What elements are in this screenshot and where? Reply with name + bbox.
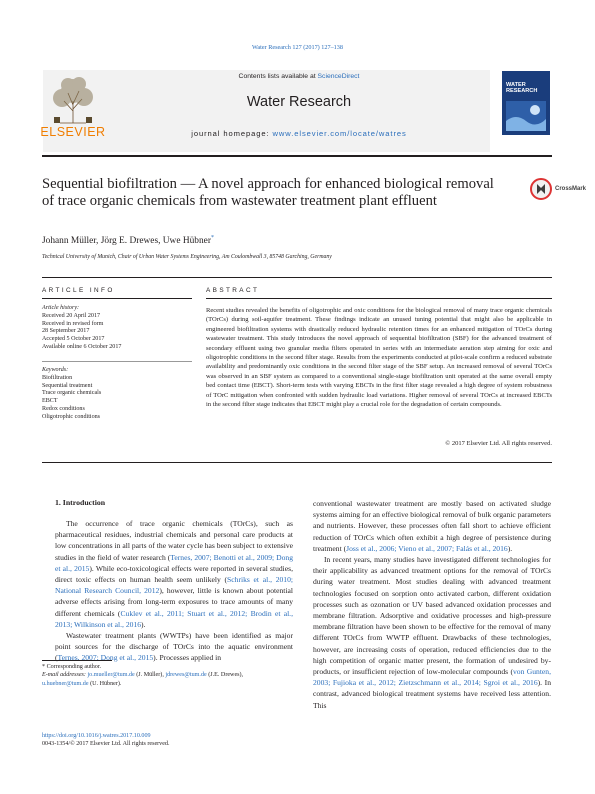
citation-link[interactable]: Cuklev et al., 2011; Stuart et al., 2012; Brodin et al., 2013; Wilkinson et al., 2016 (55, 608, 293, 629)
cover-title: WATER RESEARCH (506, 82, 538, 94)
section-heading-introduction: 1. Introduction (55, 498, 106, 507)
page-footer (42, 732, 170, 749)
authors-text: Johann Müller, Jörg E. Drewes, Uwe Hübner (42, 236, 211, 247)
corresponding-author-mark[interactable]: * (210, 235, 214, 241)
history-item: Available online 6 October 2017 (42, 343, 122, 350)
body-column-right (313, 498, 551, 711)
body-text: ). While eco-toxicological effects were reported in several studies, direct toxic effects on human health seem unlikely ( (55, 563, 293, 585)
author-affiliation: Technical University of Munich, Chair of Urban Water Systems Engineering, Am Coulombwall 3, 85748 Garching, Germany (42, 254, 332, 260)
citation-link[interactable]: Ternes, 2007; Benotti et al., 2009; Dong et al., 2015 (55, 552, 293, 573)
body-paragraph (55, 518, 293, 630)
email-link[interactable]: u.huebner@tum.de (42, 680, 89, 687)
abstract-bottom-rule (42, 462, 552, 463)
body-text: ). Processes applied in (153, 653, 222, 663)
body-paragraph (313, 498, 551, 554)
history-label: Article history: (42, 305, 80, 311)
citation-link[interactable]: Joss et al., 2006; Vieno et al., 2007; Falás et al., 2016 (346, 543, 508, 553)
keyword-item: Redox conditions (42, 405, 85, 412)
journal-citation (0, 44, 595, 51)
keyword-item: Biofiltration (42, 374, 73, 381)
abstract-text: Recent studies revealed the benefits of oligotrophic and oxic conditions for the biological removal of many trace organic chemicals (TOrCs) during soil-aquifer treatment. These findings indicate an unused tuning potential that might also be applicable in engineered biofiltration systems with drastically reduced hydraulic retention times for an enhanced mitigation of TOrCs during wastewater treatment. This study introduces the novel approach of sequential biofiltration (SBF) for the advanced treatment of secondary effluent using two granular media filters operated in series with an intermediate aeration step aiming for oxic and oligotrophic conditions in the second filter stage. Results from the experiments conducted at pilot-scale confirm a reduced substrate availability and predominantly oxic conditions in the second filter stage of the SBF setup. An increased removal of several TOrCs was observed in an SBF system as compared to a conventional single-stage biofiltration unit operated at the same overall empty bed contact time (EBCT). Short-term tests with varying EBCTs in the first filter stage revealed a high degree of system robustness of TOrC mitigation when confronted with sudden hydraulic load variations. Higher removal of several TOrCs at increased EBCTs in the second filter stage indicates that EBCT might play a crucial role for the degradation of certain compounds. (206, 307, 552, 409)
keywords-label: Keywords: (42, 367, 69, 373)
header-rule (42, 155, 552, 157)
keyword-item: Sequential treatment (42, 382, 93, 389)
body-text: ), however, little is known about potential adverse effects arising from long-term exposures to trace amounts of many different chemicals ( (55, 586, 294, 618)
body-column-left (55, 518, 293, 664)
cover-artwork (506, 101, 546, 131)
contents-prefix: Contents lists available at (238, 73, 318, 80)
elsevier-wordmark: ELSEVIER (40, 125, 106, 139)
body-text: In recent years, many studies have investigated different technologies for their applicability as advanced treatment options for the removal of TOrCs during water treatment. Most studies dealing with advanced treatment technologies focused on sorption onto activated carbon, different oxidation processes such as ozonation or UV based advanced oxidation processes and membrane filtration. Adsorptive and oxidative processes and high-pressure membrane filtration have been shown to be effective for the removal of many different TOrCs from WWTP effluent. Drawbacks of these technologies, however, are increasing costs of operation, reduced efficiencies due to the high competition of organic matter present, the formation of undesired by-products, or insufficient rejection of low-molecular compounds ( (313, 555, 551, 677)
citation-link[interactable]: Schriks et al., 2010; National Research Council, 2012 (55, 575, 293, 596)
journal-homepage (104, 129, 494, 138)
email-label: E-mail addresses: (42, 672, 88, 679)
email-owner: (J. Müller), (134, 672, 166, 679)
body-text: The occurrence of trace organic chemicals (TOrCs), such as pharmaceutical residues, industrial chemicals and personal care products at low concentrations in all parts of the water cycle has been subject to extensive studies in the field of water research ( (55, 519, 293, 562)
journal-cover-thumbnail (502, 71, 550, 135)
journal-name: Water Research (246, 94, 352, 110)
keyword-item: EBCT (42, 398, 58, 405)
author-list (42, 235, 214, 246)
history-item: Received 20 April 2017 (42, 312, 101, 319)
history-item: 28 September 2017 (42, 328, 90, 335)
body-text: conventional wastewater treatment are mostly based on activated sludge systems aiming for an effective biological removal of bulk organic parameters and nutrients. However, these processes often fall short to achieve efficient reduction of TOrCs which often exhibit a high degree of persistence during treatment ( (313, 499, 551, 553)
contents-line (104, 73, 494, 80)
body-text: Wastewater treatment plants (WWTPs) have been identified as major point sources for the discharge of TOrCs into the aquatic environment ( (55, 631, 293, 663)
article-info-rule (42, 298, 192, 299)
keyword-item: Trace organic chemicals (42, 390, 102, 397)
citation-link[interactable]: von Gunten, 2003; Fujioka et al., 2012; Zietzschmann et al., 2014; Sgroi et al., 2016 (313, 667, 551, 688)
crossmark-icon[interactable] (530, 178, 552, 200)
footnote-rule (42, 660, 112, 661)
email-owner: (U. Hübner). (88, 680, 122, 687)
body-paragraph (313, 554, 551, 711)
affiliation-rule (42, 277, 552, 278)
corresponding-author-note: * Corresponding author. (42, 664, 102, 670)
email-addresses (42, 671, 282, 688)
email-link[interactable]: jdrewes@tum.de (165, 672, 207, 679)
abstract-copyright: © 2017 Elsevier Ltd. All rights reserved. (445, 440, 552, 447)
homepage-prefix: journal homepage: (191, 129, 273, 138)
keyword-item: Oligotrophic conditions (42, 413, 101, 420)
masthead-band (43, 70, 490, 152)
crossmark-label[interactable]: CrossMark (555, 186, 587, 192)
sciencedirect-link[interactable]: ScienceDirect (317, 73, 360, 80)
article-info-heading: ARTICLE INFO (42, 287, 115, 294)
doi-link[interactable]: https://doi.org/10.1016/j.watres.2017.10.009 (42, 733, 151, 739)
body-text: ). (507, 543, 513, 553)
history-item: Accepted 5 October 2017 (42, 336, 105, 343)
journal-citation-link[interactable]: Water Research 127 (2017) 127–138 (252, 44, 343, 51)
article-history (42, 305, 192, 352)
abstract-rule (206, 298, 552, 299)
abstract-heading: ABSTRACT (206, 287, 260, 294)
article-title: Sequential biofiltration — A novel approach for enhanced biological removal of trace organic chemicals from wastewater treatment plant effluent (42, 176, 494, 209)
body-text: ). (141, 619, 146, 629)
email-link[interactable]: jo.mueller@tum.de (87, 672, 135, 679)
body-paragraph (55, 630, 293, 664)
homepage-link[interactable]: www.elsevier.com/locate/watres (272, 129, 407, 138)
email-owner: (J.E. Drewes), (206, 672, 244, 679)
history-item: Received in revised form (42, 320, 104, 327)
citation-link[interactable]: Ternes, 2007; Dong et al., 2015 (57, 653, 154, 663)
keywords-block (42, 367, 192, 422)
footnote (42, 663, 282, 688)
issn-line: 0043-1354/© 2017 Elsevier Ltd. All rights reserved. (42, 741, 170, 748)
history-rule (42, 361, 192, 362)
body-text: ). In contrast, advanced biological treatment systems have received less attention. This (313, 678, 551, 710)
